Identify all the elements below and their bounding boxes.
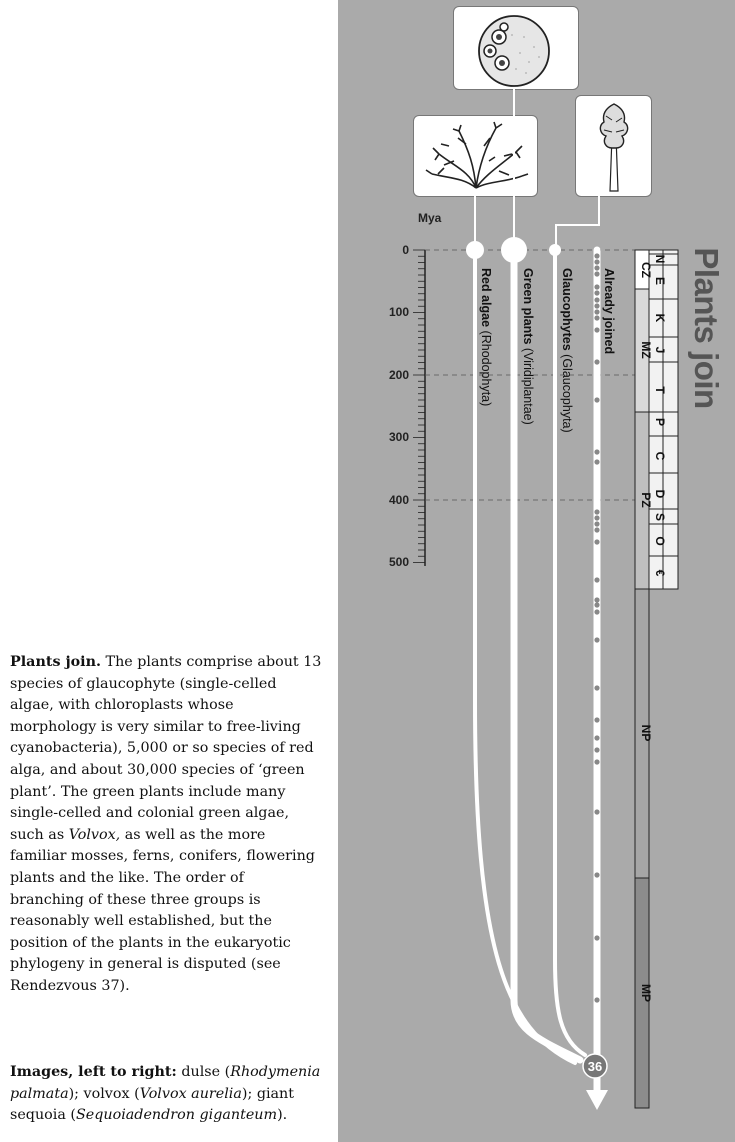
fossil-dot (594, 597, 599, 602)
tick-label: 300 (388, 430, 409, 444)
image-credits: Images, left to right: dulse (Rhodymenia palmata); volvox (Volvox aurelia); giant sequoia (Sequoiadendron giganteum). (10, 1064, 321, 1124)
fossil-dot (594, 577, 599, 582)
fossil-dot (594, 259, 599, 264)
lineage-label-green-plants: Green plants (Viridiplantae) (521, 268, 535, 425)
fossil-dot (594, 253, 599, 258)
lineage-label-red-algae: Red algae (Rhodophyta) (479, 268, 493, 407)
fossil-dot (594, 290, 599, 295)
fossil-dot (594, 509, 599, 514)
fossil-dot (594, 271, 599, 276)
era-label: PZ (639, 492, 653, 508)
fossil-dot (594, 315, 599, 320)
fossil-dot (594, 521, 599, 526)
period-label: K (653, 313, 667, 323)
period-label: D (653, 489, 667, 499)
era-label: CZ (639, 262, 653, 278)
period-label: S (653, 512, 667, 522)
tick-label: 200 (388, 368, 409, 382)
period-label: N (653, 254, 667, 264)
fossil-dot (594, 284, 599, 289)
fossil-dot (594, 449, 599, 454)
fossil-dot (594, 997, 599, 1002)
tick-label: 100 (388, 305, 409, 319)
fossil-dot (594, 747, 599, 752)
fossil-dot (594, 303, 599, 308)
period-label: O (653, 536, 667, 546)
fossil-dot (594, 459, 599, 464)
tick-label: 400 (388, 493, 409, 507)
period-label: T (653, 386, 667, 394)
sequoia-connector (556, 195, 599, 248)
fossil-dot (594, 735, 599, 740)
down-arrow-icon (586, 1090, 608, 1110)
fossil-dot (594, 759, 599, 764)
era-label: NP (639, 724, 653, 742)
period-label: € (653, 569, 667, 577)
lineage-label-already-joined: Already joined (602, 268, 616, 355)
fossil-dot (594, 297, 599, 302)
fossil-dot (594, 359, 599, 364)
period-label: C (653, 451, 667, 461)
geologic-timescale (635, 250, 678, 1108)
fossil-dot (594, 327, 599, 332)
figure-title: Plants join (688, 247, 725, 409)
fossil-dot (594, 397, 599, 402)
period-label: J (653, 346, 667, 354)
fossil-dot (594, 602, 599, 607)
fossil-dot (594, 872, 599, 877)
fossil-dot (594, 515, 599, 520)
fossil-dot (594, 717, 599, 722)
era-label: MZ (639, 341, 653, 359)
green-plants-node (501, 237, 527, 263)
axis-unit-label: Mya (418, 211, 442, 225)
fossil-dot (594, 539, 599, 544)
tick-label: 500 (388, 555, 409, 569)
glaucophytes-node (549, 244, 561, 256)
fossil-dot (594, 265, 599, 270)
tick-label: 0 (402, 243, 409, 257)
period-label: P (653, 417, 667, 427)
fossil-dot (594, 637, 599, 642)
fossil-dot (594, 309, 599, 314)
red-algae-node (466, 241, 484, 259)
era-label: MP (639, 984, 653, 1002)
period-label: E (653, 276, 667, 286)
rendezvous-number: 36 (587, 1059, 603, 1074)
fossil-dot (594, 685, 599, 690)
lineage-label-glaucophytes: Glaucophytes (Glaucophyta) (560, 268, 574, 433)
fossil-dot (594, 809, 599, 814)
caption-paragraph: Plants join. The plants comprise about 13 species of glaucophyte (single-celled algae, with chloroplasts whose morphology is very similar to free-living cyanobacteria), 5,000 or so species of red alga, and about 30,000 species of ‘green plant’. The green plants include many single-celled and colonial green algae, such as Volvox, as well as the more familiar mosses, ferns, conifers, flowering plants and the like. The order of branching of these three groups is reasonably well established, but the position of the plants in the eukaryotic phylogeny in general is disputed (see Rendezvous 37). (10, 654, 322, 994)
fossil-dot (594, 935, 599, 940)
fossil-dot (594, 609, 599, 614)
fossil-dot (594, 527, 599, 532)
